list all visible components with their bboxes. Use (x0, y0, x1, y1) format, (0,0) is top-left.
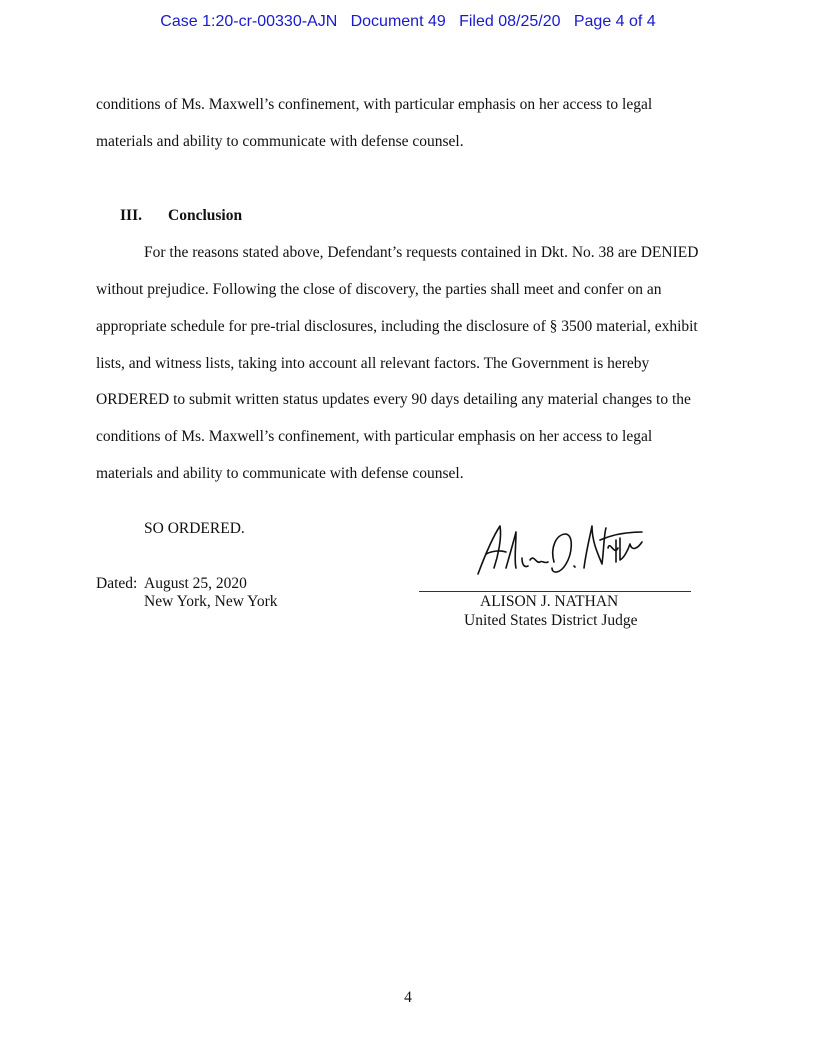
body-line: For the reasons stated above, Defendant’s requests contained in Dkt. No. 38 are DENIED (144, 244, 699, 261)
section-number: III. (120, 207, 142, 224)
body-line: conditions of Ms. Maxwell’s confinement, with particular emphasis on her access to legal (96, 96, 653, 113)
date: August 25, 2020 (144, 575, 247, 592)
judge-name: ALISON J. NATHAN (480, 593, 619, 610)
body-line: lists, and witness lists, taking into account all relevant factors. The Government is hereby (96, 355, 650, 372)
body-line: ORDERED to submit written status updates every 90 days detailing any material changes to the (96, 391, 691, 408)
body-line: appropriate schedule for pre-trial disclosures, including the disclosure of § 3500 material, exhibit (96, 318, 698, 335)
body-line: without prejudice. Following the close of discovery, the parties shall meet and confer on an (96, 281, 662, 298)
case-header: Case 1:20-cr-00330-AJN Document 49 Filed 08/25/20 Page 4 of 4 (160, 13, 656, 30)
body-line: conditions of Ms. Maxwell’s confinement, with particular emphasis on her access to legal (96, 428, 653, 445)
page-number: 4 (404, 989, 412, 1006)
judge-title: United States District Judge (464, 612, 638, 629)
section-title: Conclusion (168, 207, 243, 224)
body-line: materials and ability to communicate with defense counsel. (96, 133, 464, 150)
body-line: materials and ability to communicate with defense counsel. (96, 465, 464, 482)
so-ordered: SO ORDERED. (144, 520, 245, 537)
section-heading (120, 207, 242, 225)
dated-label: Dated: (96, 575, 138, 592)
location: New York, New York (144, 593, 278, 610)
signature-line (419, 591, 691, 592)
handwritten-signature (470, 518, 650, 582)
